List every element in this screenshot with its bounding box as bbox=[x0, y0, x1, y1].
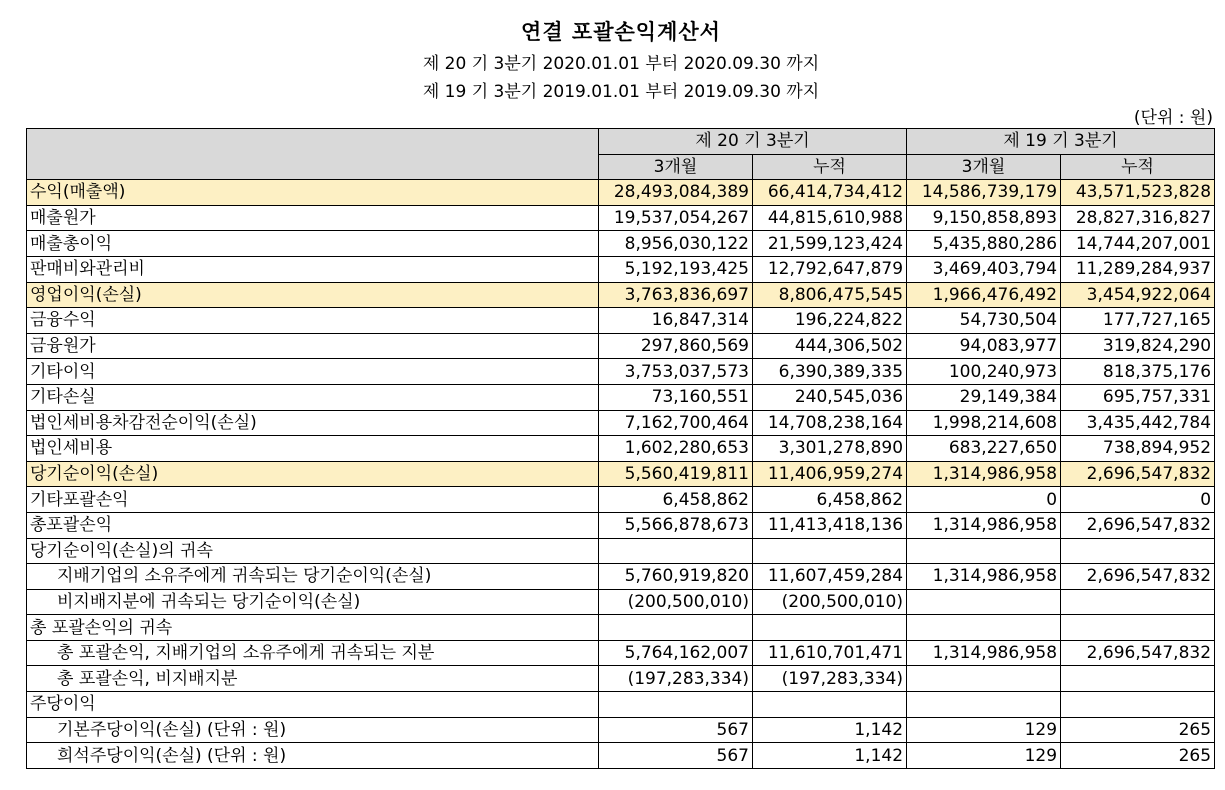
current-3m-value: 5,760,919,820 bbox=[599, 564, 753, 590]
current-cumulative-value bbox=[753, 615, 907, 641]
current-3m-value: 567 bbox=[599, 717, 753, 743]
table-row bbox=[27, 692, 1215, 718]
row-label: 금융원가 bbox=[27, 333, 599, 359]
prior-3m-value: 100,240,973 bbox=[907, 359, 1061, 385]
row-label: 주당이익 bbox=[27, 692, 599, 718]
prior-cumulative-value: 2,696,547,832 bbox=[1061, 564, 1215, 590]
prior-cumulative-value: 818,375,176 bbox=[1061, 359, 1215, 385]
prior-cumulative-value bbox=[1061, 615, 1215, 641]
current-cumulative-value: 11,406,959,274 bbox=[753, 461, 907, 487]
prior-cumulative-value: 0 bbox=[1061, 487, 1215, 513]
row-label: 기본주당이익(손실) (단위 : 원) bbox=[27, 717, 599, 743]
current-3m-value: 3,763,836,697 bbox=[599, 282, 753, 308]
current-3m-value bbox=[599, 692, 753, 718]
row-label: 금융수익 bbox=[27, 308, 599, 334]
current-cumulative-value: 6,390,389,335 bbox=[753, 359, 907, 385]
row-label: 총 포괄손익, 비지배지분 bbox=[27, 666, 599, 692]
current-cumulative-value: (197,283,334) bbox=[753, 666, 907, 692]
current-3m-value: 16,847,314 bbox=[599, 308, 753, 334]
current-3m-value: 5,192,193,425 bbox=[599, 256, 753, 282]
prior-3m-value: 1,314,986,958 bbox=[907, 461, 1061, 487]
row-label: 총포괄손익 bbox=[27, 512, 599, 538]
current-cumulative-value: 3,301,278,890 bbox=[753, 436, 907, 462]
header-prior-cumulative: 누적 bbox=[1061, 154, 1215, 180]
table-row bbox=[27, 487, 1215, 513]
current-3m-value bbox=[599, 538, 753, 564]
table-row bbox=[27, 384, 1215, 410]
table-row bbox=[27, 538, 1215, 564]
table-row bbox=[27, 333, 1215, 359]
row-label: 법인세비용차감전순이익(손실) bbox=[27, 410, 599, 436]
table-row bbox=[27, 615, 1215, 641]
prior-3m-value bbox=[907, 692, 1061, 718]
row-label: 매출총이익 bbox=[27, 231, 599, 257]
row-label: 법인세비용 bbox=[27, 436, 599, 462]
prior-cumulative-value: 2,696,547,832 bbox=[1061, 640, 1215, 666]
prior-cumulative-value: 265 bbox=[1061, 743, 1215, 769]
current-cumulative-value: 196,224,822 bbox=[753, 308, 907, 334]
table-row bbox=[27, 205, 1215, 231]
prior-3m-value: 29,149,384 bbox=[907, 384, 1061, 410]
row-label: 판매비와관리비 bbox=[27, 256, 599, 282]
prior-3m-value: 1,314,986,958 bbox=[907, 564, 1061, 590]
prior-3m-value: 129 bbox=[907, 743, 1061, 769]
prior-3m-value: 1,998,214,608 bbox=[907, 410, 1061, 436]
current-3m-value: 297,860,569 bbox=[599, 333, 753, 359]
table-row bbox=[27, 640, 1215, 666]
current-period-range: 제 20 기 3분기 2020.01.01 부터 2020.09.30 까지 bbox=[422, 54, 820, 74]
current-3m-value: 3,753,037,573 bbox=[599, 359, 753, 385]
table-row bbox=[27, 717, 1215, 743]
prior-3m-value: 1,314,986,958 bbox=[907, 512, 1061, 538]
current-cumulative-value: 6,458,862 bbox=[753, 487, 907, 513]
current-3m-value: 19,537,054,267 bbox=[599, 205, 753, 231]
current-3m-value: 73,160,551 bbox=[599, 384, 753, 410]
prior-3m-value bbox=[907, 615, 1061, 641]
row-label: 지배기업의 소유주에게 귀속되는 당기순이익(손실) bbox=[27, 564, 599, 590]
current-3m-value: 1,602,280,653 bbox=[599, 436, 753, 462]
row-label: 수익(매출액) bbox=[27, 180, 599, 206]
income-statement-table bbox=[26, 128, 1215, 769]
prior-3m-value: 683,227,650 bbox=[907, 436, 1061, 462]
prior-period-range: 제 19 기 3분기 2019.01.01 부터 2019.09.30 까지 bbox=[422, 82, 820, 102]
prior-cumulative-value bbox=[1061, 589, 1215, 615]
row-label: 기타손실 bbox=[27, 384, 599, 410]
prior-3m-value: 0 bbox=[907, 487, 1061, 513]
prior-3m-value: 94,083,977 bbox=[907, 333, 1061, 359]
header-prior-three-months: 3개월 bbox=[907, 154, 1061, 180]
table-row bbox=[27, 359, 1215, 385]
current-cumulative-value: 11,610,701,471 bbox=[753, 640, 907, 666]
current-cumulative-value: 240,545,036 bbox=[753, 384, 907, 410]
current-3m-value bbox=[599, 615, 753, 641]
current-3m-value: 5,566,878,673 bbox=[599, 512, 753, 538]
current-cumulative-value: 444,306,502 bbox=[753, 333, 907, 359]
header-current-cumulative: 누적 bbox=[753, 154, 907, 180]
row-label: 희석주당이익(손실) (단위 : 원) bbox=[27, 743, 599, 769]
unit-label: (단위 : 원) bbox=[1133, 108, 1213, 128]
row-label: 당기순이익(손실)의 귀속 bbox=[27, 538, 599, 564]
current-cumulative-value: 1,142 bbox=[753, 717, 907, 743]
current-3m-value: 28,493,084,389 bbox=[599, 180, 753, 206]
table-row bbox=[27, 308, 1215, 334]
current-cumulative-value bbox=[753, 692, 907, 718]
row-label: 당기순이익(손실) bbox=[27, 461, 599, 487]
prior-3m-value: 1,314,986,958 bbox=[907, 640, 1061, 666]
prior-cumulative-value bbox=[1061, 538, 1215, 564]
prior-cumulative-value: 695,757,331 bbox=[1061, 384, 1215, 410]
table-row bbox=[27, 256, 1215, 282]
current-3m-value: (200,500,010) bbox=[599, 589, 753, 615]
row-label: 총 포괄손익의 귀속 bbox=[27, 615, 599, 641]
table-row bbox=[27, 666, 1215, 692]
prior-cumulative-value: 3,435,442,784 bbox=[1061, 410, 1215, 436]
current-cumulative-value: 44,815,610,988 bbox=[753, 205, 907, 231]
current-cumulative-value: 14,708,238,164 bbox=[753, 410, 907, 436]
prior-cumulative-value: 11,289,284,937 bbox=[1061, 256, 1215, 282]
current-cumulative-value: 11,413,418,136 bbox=[753, 512, 907, 538]
header-current-period: 제 20 기 3분기 bbox=[599, 129, 907, 155]
table-row bbox=[27, 461, 1215, 487]
prior-3m-value bbox=[907, 666, 1061, 692]
table-row bbox=[27, 180, 1215, 206]
table-body bbox=[27, 180, 1215, 769]
prior-3m-value bbox=[907, 589, 1061, 615]
document-title: 연결 포괄손익계산서 bbox=[521, 20, 721, 44]
row-label: 기타이익 bbox=[27, 359, 599, 385]
table-row bbox=[27, 231, 1215, 257]
row-label: 총 포괄손익, 지배기업의 소유주에게 귀속되는 지분 bbox=[27, 640, 599, 666]
table-row bbox=[27, 564, 1215, 590]
table-row bbox=[27, 282, 1215, 308]
table-row bbox=[27, 743, 1215, 769]
table-row bbox=[27, 410, 1215, 436]
table-row bbox=[27, 589, 1215, 615]
current-cumulative-value: 11,607,459,284 bbox=[753, 564, 907, 590]
prior-cumulative-value: 738,894,952 bbox=[1061, 436, 1215, 462]
current-cumulative-value: 21,599,123,424 bbox=[753, 231, 907, 257]
prior-3m-value: 14,586,739,179 bbox=[907, 180, 1061, 206]
current-3m-value: (197,283,334) bbox=[599, 666, 753, 692]
current-cumulative-value: 66,414,734,412 bbox=[753, 180, 907, 206]
current-3m-value: 567 bbox=[599, 743, 753, 769]
current-3m-value: 5,560,419,811 bbox=[599, 461, 753, 487]
prior-cumulative-value: 28,827,316,827 bbox=[1061, 205, 1215, 231]
current-cumulative-value: 12,792,647,879 bbox=[753, 256, 907, 282]
prior-3m-value bbox=[907, 538, 1061, 564]
row-label: 영업이익(손실) bbox=[27, 282, 599, 308]
current-3m-value: 5,764,162,007 bbox=[599, 640, 753, 666]
prior-cumulative-value: 177,727,165 bbox=[1061, 308, 1215, 334]
prior-3m-value: 54,730,504 bbox=[907, 308, 1061, 334]
prior-cumulative-value bbox=[1061, 666, 1215, 692]
row-label: 비지배지분에 귀속되는 당기순이익(손실) bbox=[27, 589, 599, 615]
current-3m-value: 7,162,700,464 bbox=[599, 410, 753, 436]
current-cumulative-value: 1,142 bbox=[753, 743, 907, 769]
prior-cumulative-value: 2,696,547,832 bbox=[1061, 461, 1215, 487]
table-row bbox=[27, 436, 1215, 462]
prior-cumulative-value: 43,571,523,828 bbox=[1061, 180, 1215, 206]
prior-cumulative-value: 319,824,290 bbox=[1061, 333, 1215, 359]
prior-3m-value: 3,469,403,794 bbox=[907, 256, 1061, 282]
prior-3m-value: 129 bbox=[907, 717, 1061, 743]
current-cumulative-value bbox=[753, 538, 907, 564]
current-cumulative-value: (200,500,010) bbox=[753, 589, 907, 615]
prior-cumulative-value: 14,744,207,001 bbox=[1061, 231, 1215, 257]
prior-cumulative-value: 265 bbox=[1061, 717, 1215, 743]
current-cumulative-value: 8,806,475,545 bbox=[753, 282, 907, 308]
prior-cumulative-value: 3,454,922,064 bbox=[1061, 282, 1215, 308]
prior-3m-value: 1,966,476,492 bbox=[907, 282, 1061, 308]
prior-cumulative-value bbox=[1061, 692, 1215, 718]
table-header bbox=[27, 129, 1215, 180]
row-label: 기타포괄손익 bbox=[27, 487, 599, 513]
table-row bbox=[27, 512, 1215, 538]
prior-3m-value: 9,150,858,893 bbox=[907, 205, 1061, 231]
header-corner-cell bbox=[27, 129, 599, 180]
current-3m-value: 6,458,862 bbox=[599, 487, 753, 513]
current-3m-value: 8,956,030,122 bbox=[599, 231, 753, 257]
header-current-three-months: 3개월 bbox=[599, 154, 753, 180]
header-prior-period: 제 19 기 3분기 bbox=[907, 129, 1215, 155]
prior-cumulative-value: 2,696,547,832 bbox=[1061, 512, 1215, 538]
row-label: 매출원가 bbox=[27, 205, 599, 231]
prior-3m-value: 5,435,880,286 bbox=[907, 231, 1061, 257]
